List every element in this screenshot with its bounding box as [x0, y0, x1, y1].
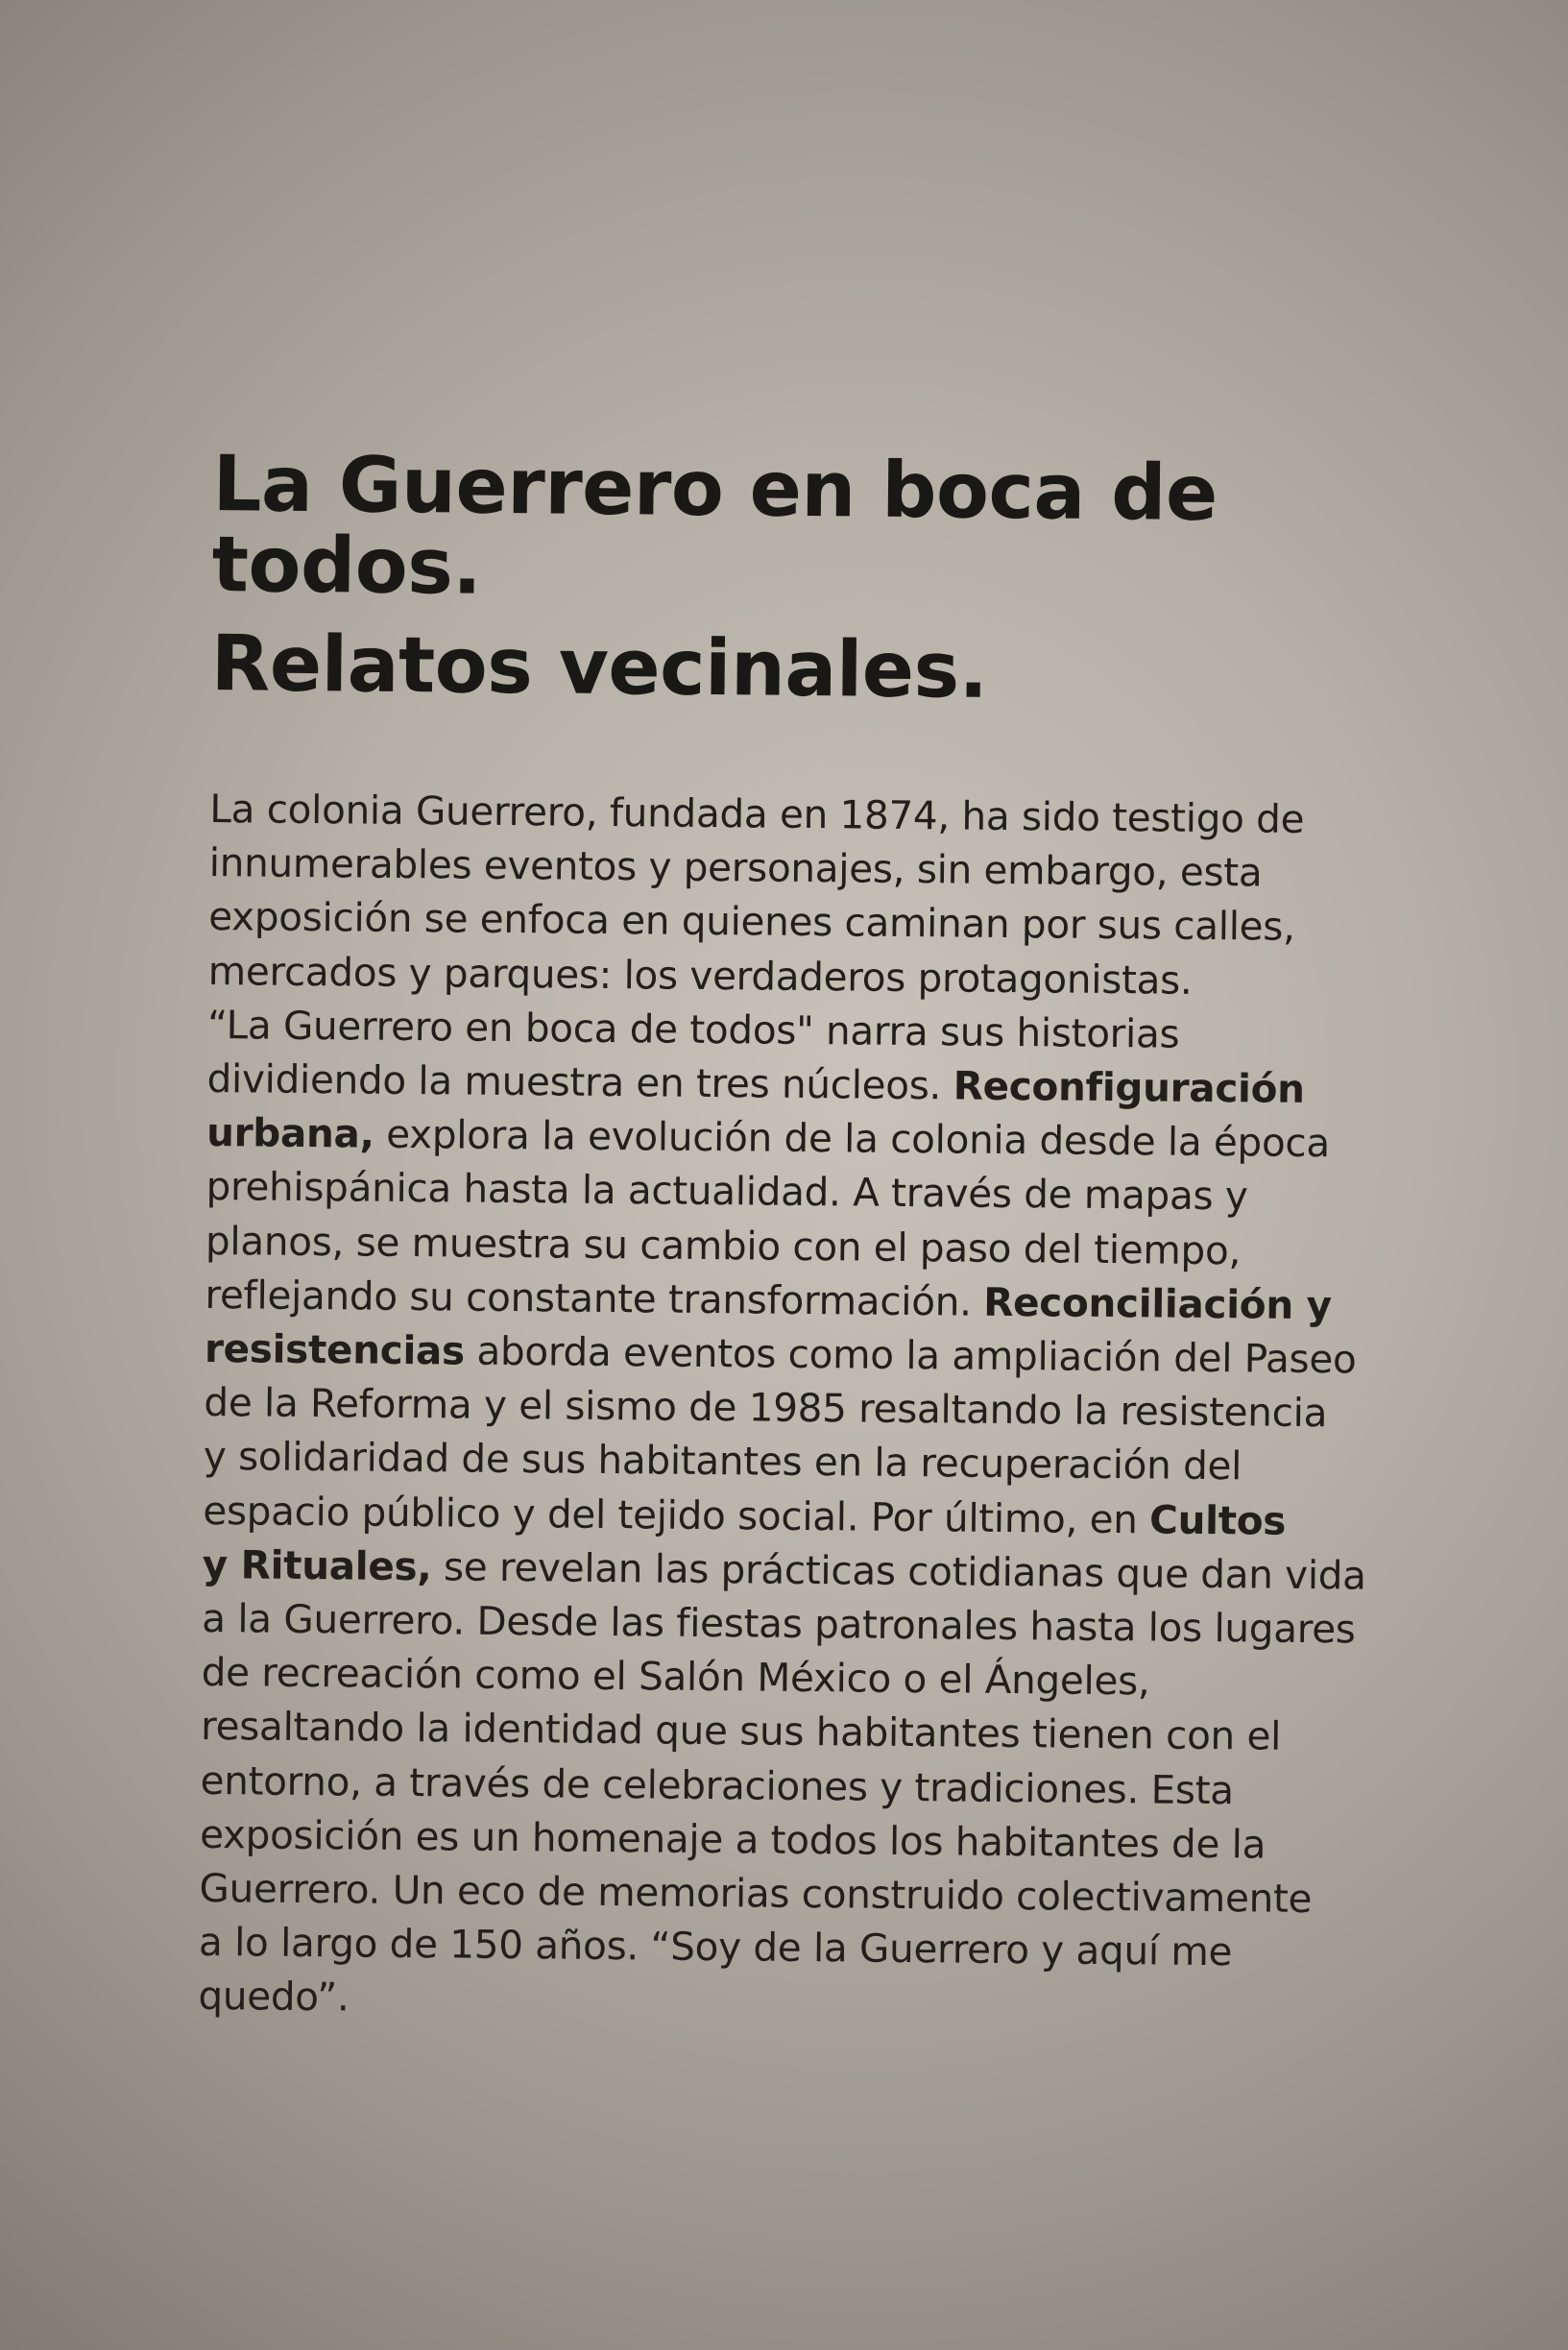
body-segment: “La Guerrero en boca de todos" narra sus historias — [206, 1001, 1180, 1057]
body-segment: La colonia Guerrero, fundada en 1874, ha sido testigo de — [209, 785, 1305, 842]
exhibition-description — [198, 782, 1410, 2035]
body-segment: exposición es un homenaje a todos los habitantes de la — [199, 1810, 1266, 1868]
body-segment: aborda eventos como la ampliación del Paseo — [464, 1327, 1357, 1383]
body-segment: a la Guerrero. Desde las fiestas patronales hasta los lugares — [202, 1594, 1356, 1653]
body-segment: dividiendo la muestra en tres núcleos. — [206, 1054, 953, 1109]
body-line — [198, 1969, 1398, 2034]
exhibition-title — [211, 439, 1433, 617]
exhibition-subtitle: Relatos vecinales. — [210, 618, 989, 715]
body-segment: y solidaridad de sus habitantes en la recuperación del — [203, 1433, 1242, 1490]
body-segment: quedo”. — [198, 1973, 350, 2021]
body-emphasis: y Rituales, — [202, 1540, 432, 1590]
body-segment: Guerrero. Un eco de memorias construido colectivamente — [199, 1864, 1313, 1923]
body-segment: innumerables eventos y personajes, sin embargo, esta — [208, 839, 1263, 896]
body-segment: de recreación como el Salón México o el Ángeles, — [201, 1649, 1150, 1705]
body-emphasis: Cultos — [1148, 1496, 1287, 1544]
body-emphasis: Reconciliación y — [983, 1278, 1333, 1329]
body-emphasis: Reconfiguración — [953, 1062, 1305, 1112]
body-segment: resaltando la identidad que sus habitantes tienen con el — [200, 1703, 1282, 1760]
body-segment: exposición se enfoca en quienes caminan por sus calles, — [208, 893, 1295, 951]
body-segment: reflejando su constante transformación. — [205, 1271, 984, 1325]
title-line: La Guerrero en boca de — [212, 439, 1218, 539]
body-segment: planos, se muestra su cambio con el paso del tiempo, — [205, 1217, 1242, 1273]
body-segment: de la Reforma y el sismo de 1985 resaltando la resistencia — [204, 1379, 1328, 1437]
body-segment: explora la evolución de la colonia desde la época — [374, 1110, 1331, 1167]
body-segment: a lo largo de 150 años. “Soy de la Guerrero y aquí me — [198, 1919, 1233, 1975]
body-emphasis: resistencias — [204, 1324, 466, 1374]
title-line: todos. — [211, 519, 482, 612]
body-segment: se revelan las prácticas cotidianas que dan vida — [431, 1543, 1366, 1599]
body-segment: espacio público y del tejido social. Por último, en — [203, 1487, 1150, 1543]
body-segment: mercados y parques: los verdaderos protagonistas. — [207, 947, 1193, 1004]
exhibition-text-panel — [198, 439, 1433, 2035]
body-segment: prehispánica hasta la actualidad. A través de mapas y — [205, 1163, 1248, 1220]
body-emphasis: urbana, — [205, 1109, 374, 1157]
body-segment: entorno, a través de celebraciones y tradiciones. Esta — [200, 1756, 1235, 1813]
